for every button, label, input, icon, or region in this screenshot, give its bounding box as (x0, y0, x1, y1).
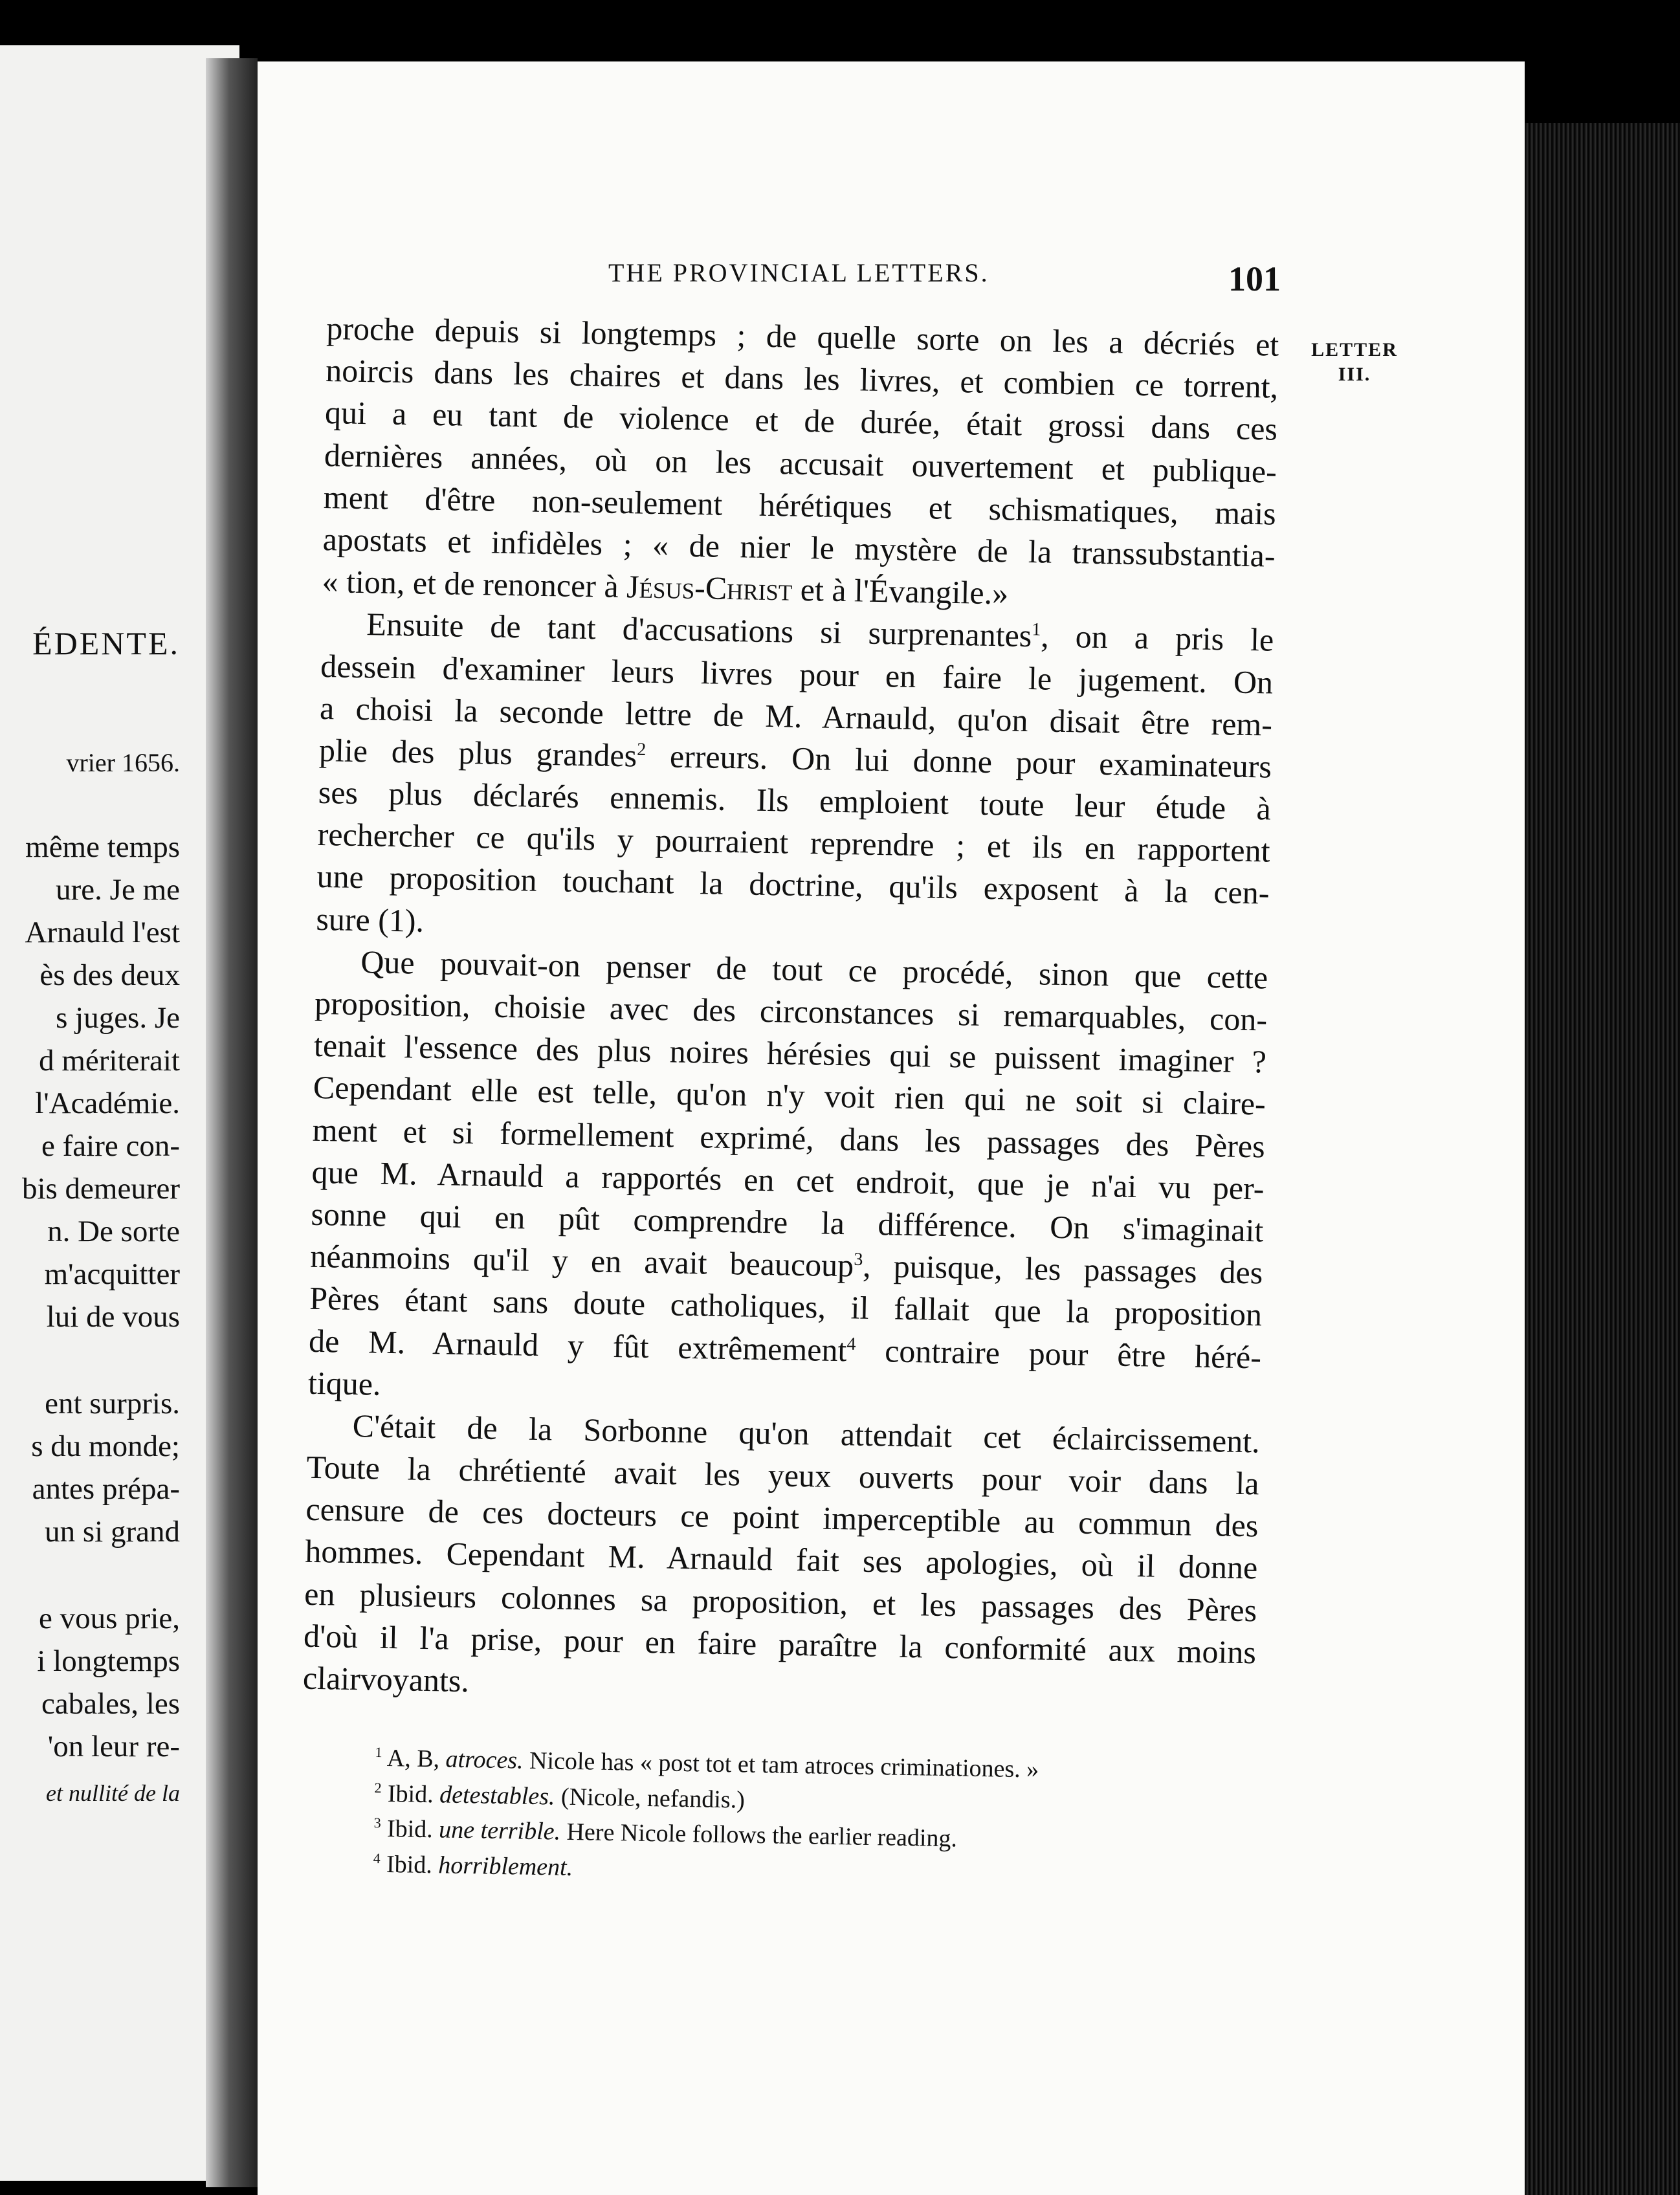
footnotes (373, 1737, 1255, 1894)
text-line: a choisi la seconde lettre de M. Arnauld, qu'on disait être rem- (319, 689, 1273, 743)
text-line: ment et si formellement exprimé, dans les passages des Pères (312, 1111, 1266, 1165)
left-page-line: cabales, les (41, 1687, 180, 1721)
body-text (302, 307, 1279, 1716)
text-line: tenait l'essence des plus noires hérésies qui se puissent imaginer ? (313, 1027, 1267, 1080)
text-line: dessein d'examiner leurs livres pour en faire le jugement. On (320, 647, 1274, 701)
text-line: apostats et infidèles ; « de nier le mystère de la transsubstantia- (322, 520, 1276, 574)
footnote-ref: 1 (1032, 619, 1041, 640)
margin-note-letter: LETTER (1311, 339, 1398, 360)
footnote-1: $^1$ A, B, atroces. Nicole has « post tot et tam atroces criminationes. » (375, 1743, 1039, 1783)
footnote-ref: 2 (637, 739, 647, 760)
footnote-ref: 3 (854, 1249, 863, 1270)
text-line: sonne qui en pût comprendre la différence. On s'imaginait (311, 1195, 1264, 1249)
left-page-line: d mériterait (39, 1044, 180, 1077)
left-page-line: s du monde; (31, 1429, 180, 1463)
left-page-line: lui de vous (46, 1300, 180, 1334)
text-line: censure de ces docteurs ce point imperceptible au commun des (305, 1490, 1259, 1544)
text-line: en plusieurs colonnes sa proposition, et les passages des Pères (304, 1575, 1257, 1629)
left-page-line: e faire con- (41, 1129, 180, 1163)
text-line: Pères étant sans doute catholiques, il fallait que la proposition (309, 1280, 1263, 1333)
margin-note-number: III. (1338, 364, 1371, 385)
left-page-line: Arnauld l'est (25, 916, 180, 949)
text-line: clairvoyants. (302, 1659, 470, 1699)
text-line: néanmoins qu'il y en avait beaucoup$^3$, puisque, les passages des (309, 1237, 1263, 1291)
text-line: dernières années, où on les accusait ouvertement et publique- (324, 436, 1277, 490)
text-line: Ensuite de tant d'accusations si surprenantes$^1$, on a pris le (366, 606, 1274, 658)
text-line: hommes. Cependant M. Arnauld fait ses apologies, où il donne (304, 1533, 1258, 1586)
left-page-line: ent surpris. (45, 1387, 180, 1420)
text-line: ment d'être non-seulement hérétiques et schismatiques, mais (323, 478, 1277, 532)
footnote-3: $^3$ Ibid. une terrible. Here Nicole follows the earlier reading. (373, 1814, 958, 1853)
text-line: proche depuis si longtemps ; de quelle sorte on les a décriés et (326, 309, 1279, 363)
text-line: Que pouvait-on penser de tout ce procédé, sinon que cette (360, 943, 1268, 996)
text-line: que M. Arnauld a rapportés en cet endroit, que je n'ai vu per- (311, 1153, 1265, 1207)
text-line: qui a eu tant de violence et de durée, était grossi dans ces (324, 394, 1278, 448)
left-page-line: antes prépa- (32, 1472, 180, 1506)
left-page-line: m'acquitter (44, 1257, 180, 1291)
left-page-date: vrier 1656. (66, 748, 180, 777)
footnote-2: $^2$ Ibid. detestables. (Nicole, nefandis.) (374, 1779, 746, 1814)
text-line: sure (1). (316, 900, 425, 939)
text-line: une proposition touchant la doctrine, qu'ils exposent à la cen- (316, 858, 1270, 911)
left-page-line: l'Académie. (35, 1086, 180, 1120)
text-line: ses plus déclarés ennemis. Ils emploient toute leur étude à (318, 773, 1272, 827)
text-line: C'était de la Sorbonne qu'on attendait cet éclaircissement. (352, 1407, 1261, 1460)
left-page-heading: ÉDENTE. (32, 625, 180, 661)
jesus-christ: Jésus-Christ (626, 568, 793, 608)
left-page-line: un si grand (45, 1515, 180, 1549)
margin-note (1306, 338, 1403, 387)
left-page-line: même temps (25, 830, 180, 864)
text-line: de M. Arnauld y fût extrêmement$^4$ contraire pour être héré- (308, 1322, 1262, 1375)
left-page-line: n. De sorte (47, 1215, 180, 1248)
footnote-4: $^4$ Ibid. horriblement. (373, 1849, 573, 1881)
left-page-line: ure. Je me (56, 873, 180, 907)
text-line: proposition, choisie avec des circonstances si remarquables, con- (314, 984, 1268, 1038)
page-edges (1525, 123, 1680, 2195)
text-line: Cependant elle est telle, qu'on n'y voit rien qui ne soit si claire- (313, 1069, 1266, 1122)
left-page-line: ès des deux (39, 958, 180, 992)
text-line: « tion, et de renoncer à Jésus-Christ et à l'Évangile.» (322, 563, 1009, 612)
text-line: plie des plus grandes$^2$ erreurs. On lui donne pour examinateurs (318, 731, 1272, 785)
page-number: 101 (1228, 259, 1281, 298)
left-page-line: bis demeurer (21, 1172, 180, 1206)
text-line: noircis dans les chaires et dans les livres, et combien ce torrent, (325, 352, 1279, 405)
text-line: d'où il l'a prise, pour en faire paraître la conformité aux moins (303, 1617, 1257, 1671)
left-page-line: i longtemps (37, 1644, 180, 1678)
left-page-line: e vous prie, (39, 1602, 180, 1635)
text-line: Toute la chrétienté avait les yeux ouverts pour voir dans la (306, 1448, 1259, 1502)
text-line: tique. (307, 1364, 381, 1402)
left-page-fragment (0, 45, 239, 2181)
left-page-footnote: et nullité de la (46, 1780, 180, 1806)
book-gutter (206, 58, 258, 2187)
text-line: rechercher ce qu'ils y pourraient reprendre ; et ils en rapportent (317, 816, 1271, 869)
left-page-line: s juges. Je (56, 1001, 180, 1035)
left-page-line: 'on leur re- (47, 1730, 180, 1763)
running-head: THE PROVINCIAL LETTERS. (608, 258, 989, 287)
footnote-ref: 4 (846, 1334, 856, 1354)
